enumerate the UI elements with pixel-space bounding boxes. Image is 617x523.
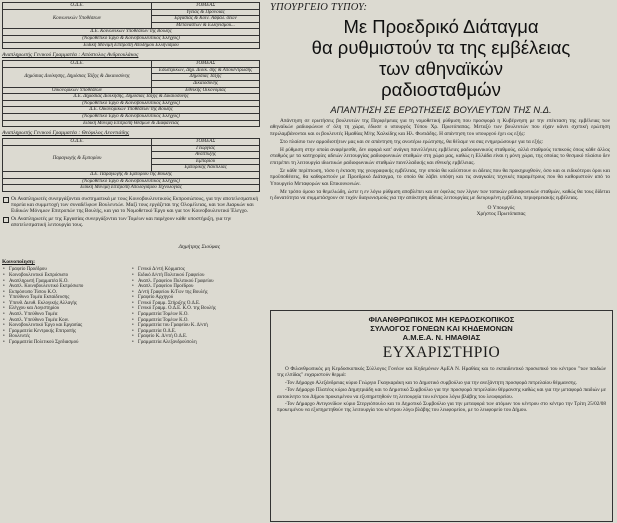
table-cell: Ο.Δ.Ε. xyxy=(3,61,152,68)
table-cell: Εμπορίου xyxy=(152,158,260,165)
recipient-item: • Ελέγχου και Λογιστηρίου xyxy=(2,306,131,312)
article-body xyxy=(270,118,610,202)
recipient-item: • Γενικό Γραμμ. Στήριξης Ο.Δ.Ε. xyxy=(131,301,260,307)
recipient-item: • Γενικό Δ/ντή Κόμματος xyxy=(131,267,260,273)
recipients-list xyxy=(2,267,260,345)
article-subtitle: ΑΠΑΝΤΗΣΗ ΣΕ ΕΡΩΤΗΣΕΙΣ ΒΟΥΛΕΥΤΩΝ ΤΗΣ Ν.Δ. xyxy=(330,104,552,115)
table1 xyxy=(2,2,260,49)
table-note: Δ.Ε. Δημόσιας Διοίκησης, Δημόσιας Τάξης & Δικαιοσύνης xyxy=(3,94,260,101)
table-row xyxy=(3,185,260,192)
table-note: (Νομοθετικό Έργο & Κοινοβουλευτικός Έλεγχος) xyxy=(3,35,260,42)
list-item: Οι Αναπληρωτές με της Εργασίας συνεργάζονται των Τομέων και παρέχουν κάθε υποστήριξη, για την αποτελεσματική λειτουργία τους. xyxy=(2,216,260,228)
list-item: Οι Αναπληρωτές συνεργάζονται συστηματικά με τους Κοινοβουλευτικούς Εκπροσώπους, για την αποτελεσματική πορεία και συμμετοχή των συναδέλφων Βουλευτών. Μαζί τους εργάζεται της Ολομέλειας, και των Διαρκών και Ειδικών Μόνιμων Επιτροπών της Βουλής, και για το Νομοθετικό Έργο και για τον Κοινοβουλευτικό Έλεγχο. xyxy=(2,196,260,214)
recipients-column-1 xyxy=(2,267,131,345)
recipient-item: • Γραμματεία Τομέων Κ.Ο. xyxy=(131,312,260,318)
recipient-item: • Γραμματεία Τομέων Κ.Ο. xyxy=(131,318,260,324)
headline-line: θα ρυθμιστούν τα της εμβέλειας xyxy=(311,37,571,58)
table-cell: ΤΟΜΕΑΣ xyxy=(152,61,260,68)
minister-signature xyxy=(386,205,616,218)
organization-name xyxy=(271,315,612,342)
table-cell: Δημόσιας Τάξης xyxy=(152,74,260,81)
minister-name: Χρήστος Πρωτόπαπας xyxy=(476,210,526,217)
recipient-item: • Ειδικό Δ/ντή Πολιτικού Γραφείου xyxy=(131,273,260,279)
table1-block xyxy=(2,2,260,49)
notice-body xyxy=(277,366,606,414)
recipient-item: • Δ/ντή Γραφείου Κ/Γων της Βουλής xyxy=(131,290,260,296)
table-row xyxy=(3,42,260,49)
table-cell: Ανάπτυξης xyxy=(152,152,260,159)
bullet-list xyxy=(2,196,260,228)
table-note: (Νομοθετικό Έργο & Κοινοβουλευτικός Έλεγχος) xyxy=(3,113,260,120)
recipient-item: • Γραμματεία Αλεξανδρούπολη xyxy=(131,340,260,346)
paragraph: Ο Φιλανθρωπικός μη Κερδοσκοπικός Σύλλογος Γονέων και Κηδεμόνων ΑμΕΑ Ν. Ημαθίας και το εκπαιδευτικό προσωπικό του κέντρου "των παιδιών της ελπίδας" ευχαριστούν θερμά: xyxy=(277,366,606,379)
table3-block xyxy=(2,138,260,192)
table-cell: Εργασίας & Κοιν. Ασφαλ. σεων xyxy=(152,16,260,23)
recipient-item: • Κοινοβουλευτικό Εκπρόσωπο xyxy=(2,273,131,279)
table-row xyxy=(3,178,260,185)
table-note: Ειδική Μόνιμη Επιτροπή Απολογισμού Τεχνολογίας xyxy=(3,185,260,192)
table-cell: Ο.Δ.Ε. xyxy=(3,139,152,146)
table-cell: Ο.Δ.Ε. xyxy=(3,3,152,10)
table-row xyxy=(3,139,260,146)
table-row xyxy=(3,9,260,16)
table-cell: Κοινωνικών Υποθέσεων xyxy=(3,9,152,29)
minister-title: Ο Υπουργός xyxy=(487,204,515,211)
ministry-label: ΥΠΟΥΡΓΕΙΟ ΤΥΠΟΥ: xyxy=(270,2,368,13)
recipient-item: • Κοινοβουλευτικό Έργο και Εργασίας xyxy=(2,323,131,329)
table-cell: Οικονομικών Υποθέσεων xyxy=(3,87,152,94)
table-cell: Εμπορικής Ναυτιλίας xyxy=(152,165,260,172)
table-note: Ειδική Μόνιμη Επιτροπή Θεσμών & Διαφάνειας xyxy=(3,120,260,127)
recipient-item: • Γραφείο Προέδρου xyxy=(2,267,131,273)
table-cell: Δικαιοσύνης xyxy=(152,80,260,87)
table-row xyxy=(3,94,260,101)
right-column xyxy=(266,0,616,523)
paragraph: Απάντηση σε ερωτήσεις βουλευτών της Περιφέρειας για τη νομοθετική ρύθμιση που προσφορά η Κυβέρνηση με την επέκταση της εμβέλειας των αθηναϊκών ραδιοφώνων σ' όλη τη χώρα, έδωσε ο υπουργός Τύπου Χρ. Πρωτόπαπας. Μεταξύ των βουλευτών που είχαν κάνει σχετική ερώτηση περιλαμβάνονται και οι βουλευτές Ημαθίας Μ/ης Χαλκίδης και Ηλ. Φωτιάδης. Η απάντηση του υπουργού έχει ως εξής: xyxy=(270,118,610,137)
recipient-item: • Αναπλ. Υπεύθυνο Τομέα Κοιν. xyxy=(2,318,131,324)
recipient-item: • Αναπληρωτή Γραμματέα Κ.Ο. xyxy=(2,279,131,285)
table3 xyxy=(2,138,260,192)
table-row xyxy=(3,87,260,94)
table-row xyxy=(3,29,260,36)
table-cell: Υγείας & Πρόνοιας xyxy=(152,9,260,16)
table-cell: Μεταναστών & Ελληνισμού... xyxy=(152,22,260,29)
paragraph: -Τον Δήμαρχο Αντιγονίδων κύριο Στεργιόπουλο και το Δημοτικό Συμβούλιο για την μεταφορά των ατόμων του κέντρου στο κέντρο την Τρίτη 25/02/08 προκειμένου να εξυπηρετηθούν της λειτουργία του κέντρου λόγω βλάβης του λεωφορείου, με το λεωφορείο του Δήμου. xyxy=(277,401,606,414)
paragraph: -Τον Δήμαρχο Αλεξάνδρειας κύριο Γεώργιο Γκαγκαράκη και το Δημοτικό συμβούλιο για την ανεξάντητη προσφορά πετρελαίου θέρμανσης. xyxy=(285,379,577,386)
section-title: Αναπληρωτής Γενικού Γραμματέα : Απόστολος Ανδρεουλάκος xyxy=(2,52,139,59)
table-row xyxy=(3,172,260,179)
recipient-item: • Γραφείο Αρχηγού xyxy=(131,295,260,301)
recipient-item: • Γραφείο Κ. Δ/ντή Ο.Δ.Ε. xyxy=(131,334,260,340)
table-cell: ΤΟΜΕΑΣ xyxy=(152,139,260,146)
table-cell: Εθνικής Οικονομίας xyxy=(152,87,260,94)
recipient-item: • Γραμματεία του Γραφείου Κ. Δ/ντή xyxy=(131,323,260,329)
recipients-title: Κοινοποίηση: xyxy=(2,259,35,266)
headline-line: ραδιοσταθμών xyxy=(381,79,501,100)
table-note: (Νομοθετικό Έργο & Κοινοβουλευτικός Έλεγχος) xyxy=(3,178,260,185)
paragraph: -Τον Δήμαρχο Πλατέος κύριο Δημητριάδη και το Δημοτικό Συμβούλιο για την προσφορά πετρελαίου θέρμανσης καθώς και για την μεταφορά παιδιών με αυτοκίνητο του Δήμου προκειμένου να εξυπηρετηθούν τη λειτουργία του κέντρου λόγω βλάβης του λεωφορείου. xyxy=(277,387,606,400)
recipient-item: • Γραμματεία Κεντρικής Επιτροπής xyxy=(2,329,131,335)
table-row xyxy=(3,113,260,120)
signature: Δημήτρης Σιούφας xyxy=(178,244,220,251)
table-note: Δ.Ε. Παραγωγής & Εμπορίου της Βουλής xyxy=(3,172,260,179)
recipient-item: • Υπευθ. Διευθ. Εκλογικής Αλλαγής xyxy=(2,301,131,307)
paragraph: Σε κάθε περίπτωση, τόσο η έκταση της γεωγραφικής εμβέλειας, την οποία θα καλύπτουν οι άδειες που θα προκηρυχθούν, όσο και οι ειδικότεροι όροι και προϋποθέσεις, θα καθοριστούν με Προεδρικό Διάταγμα, το οποίο θα λάβει υπόψη και τις αναγκαίες τεχνικές παραμέτρους που θα καθοριστούν από το Υπουργείο Μεταφορών και Επικοινωνιών. xyxy=(270,168,610,187)
table-note: Δ.Ε. Κοινωνικών Υποθέσεων της Βουλής xyxy=(3,29,260,36)
notice-heading: ΕΥΧΑΡΙΣΤΗΡΙΟ xyxy=(382,344,501,361)
table-row xyxy=(3,100,260,107)
left-column xyxy=(2,2,260,521)
table-row xyxy=(3,67,260,74)
article-headline xyxy=(266,16,616,100)
table2 xyxy=(2,60,260,127)
table-row xyxy=(3,120,260,127)
table-row xyxy=(3,61,260,68)
recipient-item: • Αναπλ. Γραφείου Πολιτικού Γραφείου xyxy=(131,279,260,285)
recipient-item: • Γραμματεία Ο.Δ.Ε. xyxy=(131,329,260,335)
recipient-item: • Βουλευτές xyxy=(2,334,131,340)
section-title: Αναπληρωτής Γενικού Γραμματέα : Θεόφιλος Λεοντιάδης xyxy=(2,130,130,137)
paragraph: Με τρόπο όμοιο τα θεμελιώδη, ώστε η εν λόγω ρύθμιση αποβλέπει και σε όφελος των λίγων των τοπικών ραδιοφωνικών σταθμών, καθώς θα τους δίδεται η δυνατότητα να συμμετάσχουν σε τυχόν διαγωνισμούς για την απόκτηση άδειας λειτουργίας με διευρυμένη εμβέλεια, περιφερειακής εμβέλειας. xyxy=(270,188,610,202)
table-cell: ΤΟΜΕΑΣ xyxy=(152,3,260,10)
table-note: (Νομοθετικό Έργο & Κοινοβουλευτικός Έλεγχος) xyxy=(3,100,260,107)
org-line: ΣΥΛΛΟΓΟΣ ΓΟΝΕΩΝ ΚΑΙ ΚΗΔΕΜΟΝΩΝ xyxy=(370,324,513,333)
recipients-column-2 xyxy=(131,267,260,345)
recipient-item: • Αναπλ. Υπεύθυνο Τομέα xyxy=(2,312,131,318)
table-note: Δ.Ε. Οικονομικών Υποθέσεων της Βουλής xyxy=(3,107,260,114)
recipient-item: • Γενικό Γραμμ. Ο.Δ.Ε. Κ.Ο. της Βουλής xyxy=(131,306,260,312)
table-cell: Γεωργίας xyxy=(152,145,260,152)
recipient-item: • Υπεύθυνο Τομέα Εκπαίδευσης xyxy=(2,295,131,301)
table-row xyxy=(3,35,260,42)
table-note: Ειδική Μόνιμη Επιτροπή Απόδημου Ελληνισμού xyxy=(3,42,260,49)
paragraph: Η ρύθμιση στην οποία αναφέρεσθε, δεν αφορά κατ' ανάγκη πανελλήνιες εμβέλειες ραδιοφωνικούς σταθμούς, αλλά σταθμούς τοπικούς όπως κάθε άλλος σταθμός με τα κατηγορίες αδειών λειτουργίας ραδιοφωνικών σταθμών στη χώρα μας, καθώς η Ελλάδα είναι η μόνη χώρα, της οποίας το θεσμικό πλαίσιο δεν επιτρέπει τη λειτουργία ιδιωτικών ραδιοφωνικών σταθμών πανελλαδικής και εθνικής εμβέλειας. xyxy=(270,147,610,166)
table-row xyxy=(3,107,260,114)
headline-line: Με Προεδρικό Διάταγμα xyxy=(343,16,539,37)
table-row xyxy=(3,3,260,10)
thank-you-notice xyxy=(270,310,613,522)
recipient-item: • Αναπλ. Κοινοβουλευτικό Εκπρόσωπο xyxy=(2,284,131,290)
org-line: Α.Μ.Ε.Α. Ν. ΗΜΑΘΙΑΣ xyxy=(402,333,481,342)
paragraph: Στο πλαίσιο των αρμοδιοτήτων μας και σε απάντηση της ανωτέρω ερώτησης, θα θέλαμε να σας ενημερώσουμε για τα εξής: xyxy=(280,138,544,145)
recipient-item: • Γραμματεία Πολιτικού Σχεδιασμού xyxy=(2,340,131,346)
table-cell: Δημόσιας Διοίκησης, Δημόσιας Τάξης & Δικαιοσύνης xyxy=(3,67,152,87)
table-cell: Παραγωγής & Εμπορίου xyxy=(3,145,152,171)
table-cell: Εσωτερικών, Δημ. Διοίκ. σης & Αποκέντρωσης xyxy=(152,67,260,74)
recipient-item: • Αναπλ. Γραφείου Προέδρου xyxy=(131,284,260,290)
org-line: ΦΙΛΑΝΘΡΩΠΙΚΟΣ ΜΗ ΚΕΡΔΟΣΚΟΠΙΚΟΣ xyxy=(368,315,515,324)
headline-line: των αθηναϊκών xyxy=(379,58,503,79)
table2-block xyxy=(2,60,260,127)
table-row xyxy=(3,145,260,152)
recipient-item: • Εκπρόσωπο Τύπου Κ.Ο. xyxy=(2,290,131,296)
